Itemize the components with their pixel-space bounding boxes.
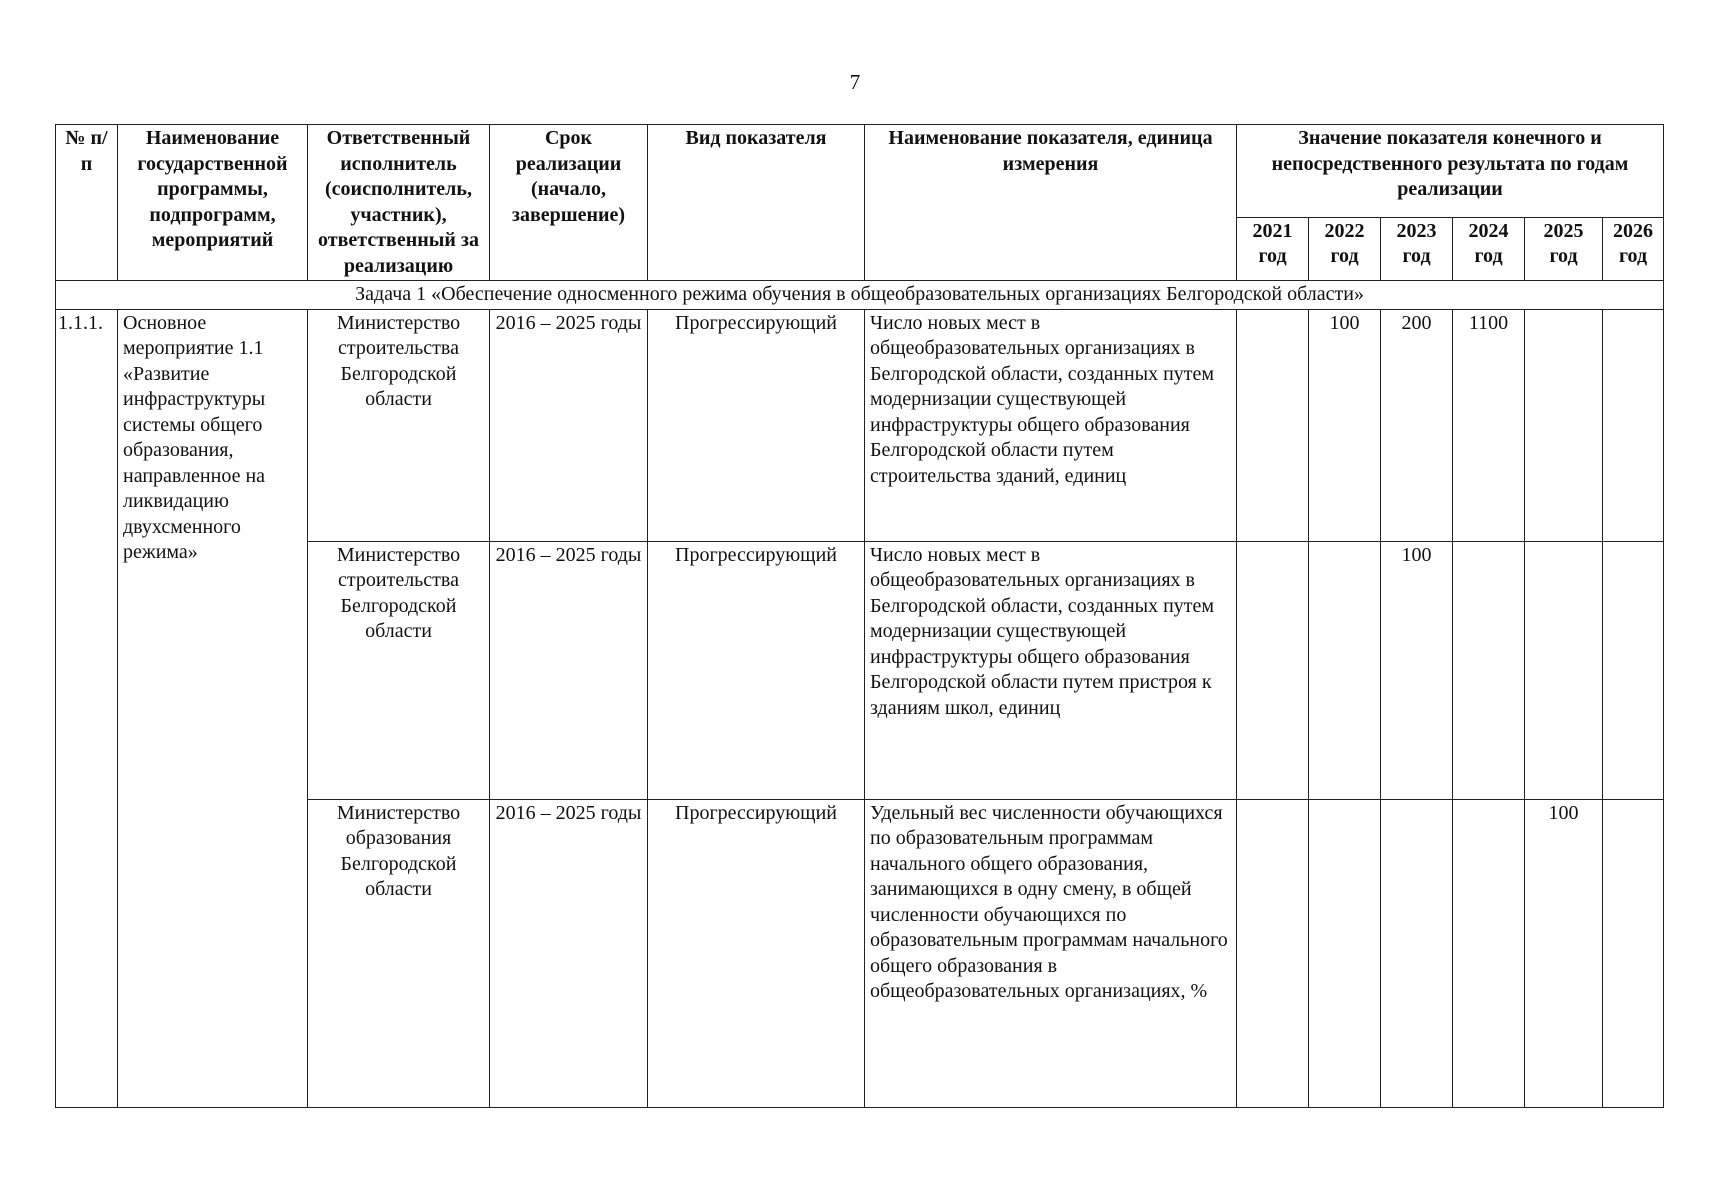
value-cell: 100 (1525, 799, 1603, 1107)
header-year: 2025 год (1525, 217, 1603, 280)
value-cell: 1100 (1453, 309, 1525, 541)
indicator-name-cell: Удельный вес численности обучающихся по образовательным программам начального общего образования, занимающихся в одну смену, в общей численности обучающихся по образовательным программам начального общего образования в общеобразовательных организациях, % (865, 799, 1237, 1107)
activity-number: 1.1.1. (56, 309, 118, 1107)
value-cell (1453, 541, 1525, 799)
header-values-group: Значение показателя конечного и непосредственного результата по годам реализации (1237, 125, 1664, 218)
header-row (56, 125, 1664, 218)
indicator-type-cell: Прогрессирующий (648, 799, 865, 1107)
header-year: 2021 год (1237, 217, 1309, 280)
header-indicator-type: Вид показателя (648, 125, 865, 281)
page-number: 7 (849, 70, 861, 94)
indicator-name-cell: Число новых мест в общеобразовательных организациях в Белгородской области, созданных путем модернизации существующей инфраструктуры общего образования Белгородской области путем пристроя к зданиям школ, единиц (865, 541, 1237, 799)
executor-cell: Министерство образования Белгородской области (308, 799, 490, 1107)
term-cell: 2016 – 2025 годы (490, 309, 648, 541)
task-title: Задача 1 «Обеспечение односменного режима обучения в общеобразовательных организациях Белгородской области» (56, 281, 1664, 310)
value-cell (1525, 309, 1603, 541)
value-cell (1603, 309, 1664, 541)
task-row (56, 281, 1664, 310)
executor-cell: Министерство строительства Белгородской области (308, 309, 490, 541)
value-cell (1525, 541, 1603, 799)
header-num: № п/п (56, 125, 118, 281)
table-row (56, 309, 1664, 541)
value-cell (1603, 541, 1664, 799)
value-cell (1309, 541, 1381, 799)
header-program: Наименование государственной программы, подпрограмм, мероприятий (118, 125, 308, 281)
header-year: 2026 год (1603, 217, 1664, 280)
indicators-table (55, 124, 1664, 1108)
indicator-type-cell: Прогрессирующий (648, 541, 865, 799)
value-cell (1453, 799, 1525, 1107)
header-indicator-name: Наименование показателя, единица измерения (865, 125, 1237, 281)
header-term: Срок реализации (начало, завершение) (490, 125, 648, 281)
value-cell: 100 (1309, 309, 1381, 541)
header-year: 2023 год (1381, 217, 1453, 280)
value-cell: 200 (1381, 309, 1453, 541)
header-year: 2024 год (1453, 217, 1525, 280)
indicator-name-cell: Число новых мест в общеобразовательных организациях в Белгородской области, созданных путем модернизации существующей инфраструктуры общего образования Белгородской области путем строительства зданий, единиц (865, 309, 1237, 541)
value-cell (1237, 309, 1309, 541)
indicator-type-cell: Прогрессирующий (648, 309, 865, 541)
value-cell (1237, 799, 1309, 1107)
value-cell (1381, 799, 1453, 1107)
value-cell (1237, 541, 1309, 799)
executor-cell: Министерство строительства Белгородской области (308, 541, 490, 799)
activity-name: Основное мероприятие 1.1 «Развитие инфраструктуры системы общего образования, направленное на ликвидацию двухсменного режима» (118, 309, 308, 1107)
term-cell: 2016 – 2025 годы (490, 799, 648, 1107)
value-cell (1309, 799, 1381, 1107)
value-cell (1603, 799, 1664, 1107)
header-executor: Ответственный исполнитель (соисполнитель, участник), ответственный за реализацию (308, 125, 490, 281)
value-cell: 100 (1381, 541, 1453, 799)
term-cell: 2016 – 2025 годы (490, 541, 648, 799)
header-year: 2022 год (1309, 217, 1381, 280)
